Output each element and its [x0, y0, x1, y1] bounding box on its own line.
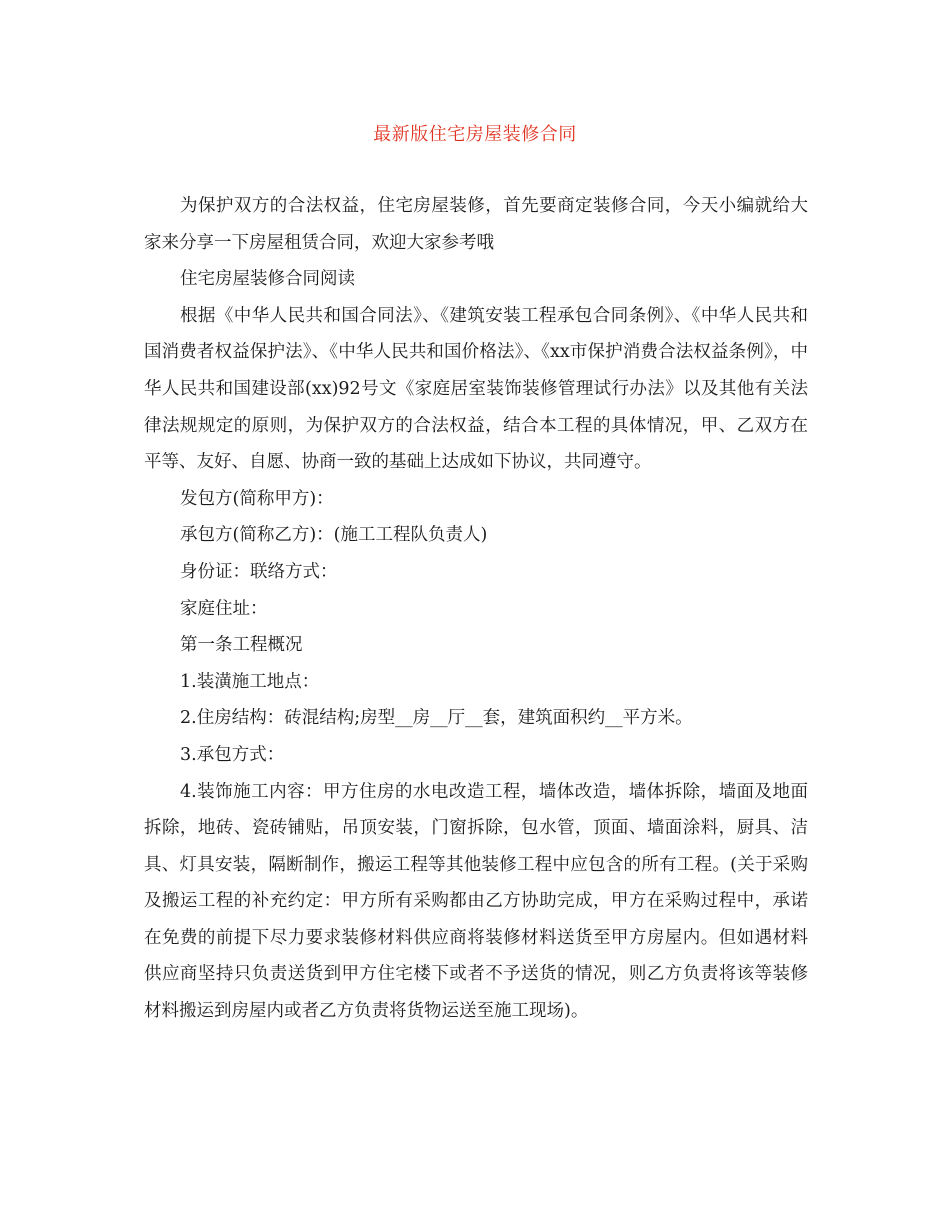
- section-heading: 住宅房屋装修合同阅读: [180, 269, 355, 290]
- article-one-heading: 第一条工程概况: [180, 635, 303, 656]
- party-a-line: 发包方(简称甲方)：: [180, 488, 334, 509]
- clause-item: 2.住房结构：砖混结构;房型__房__厅__套，建筑面积约__平方米。: [180, 708, 693, 729]
- document-title: 最新版住宅房屋装修合同: [373, 124, 577, 145]
- party-b-line: 承包方(简称乙方)：(施工工程队负责人): [180, 525, 488, 546]
- id-contact-line: 身份证：联络方式：: [180, 561, 338, 582]
- legal-basis-paragraph: 根据《中华人民共和国合同法》、《建筑安装工程承包合同条例》、《中华人民共和国消费者权益保护法》、《中华人民共和国价格法》、《xx市保护消费合法权益条例》，中华人民共和国建设部(xx)92号文《家庭居室装饰装修管理试行办法》以及其他有关法律法规规定的原则，为保护双方的合法权益，结合本工程的具体情况，甲、乙双方在平等、友好、自愿、协商一致的基础上达成如下协议，共同遵守。: [144, 305, 808, 473]
- clause-item: 4.装饰施工内容：甲方住房的水电改造工程，墙体改造，墙体拆除，墙面及地面拆除，地砖、瓷砖铺贴，吊顶安装，门窗拆除，包水管，顶面、墙面涂料，厨具、洁具、灯具安装，隔断制作，搬运工程等其他装修工程中应包含的所有工程。(关于采购及搬运工程的补充约定：甲方所有采购都由乙方协助完成，甲方在采购过程中，承诺在免费的前提下尽力要求装修材料供应商将装修材料送货至甲方房屋内。但如遇材料供应商坚持只负责送货到甲方住宅楼下或者不予送货的情况，则乙方负责将该等装修材料搬运到房屋内或者乙方负责将货物运送至施工现场)。: [144, 781, 808, 1022]
- document-body: [144, 188, 808, 1030]
- clause-item: 1.装潢施工地点：: [180, 671, 320, 692]
- clause-item: 3.承包方式：: [180, 744, 285, 765]
- intro-paragraph: 为保护双方的合法权益，住宅房屋装修，首先要商定装修合同，今天小编就给大家来分享一下房屋租赁合同，欢迎大家参考哦: [144, 196, 808, 253]
- address-line: 家庭住址：: [180, 598, 268, 619]
